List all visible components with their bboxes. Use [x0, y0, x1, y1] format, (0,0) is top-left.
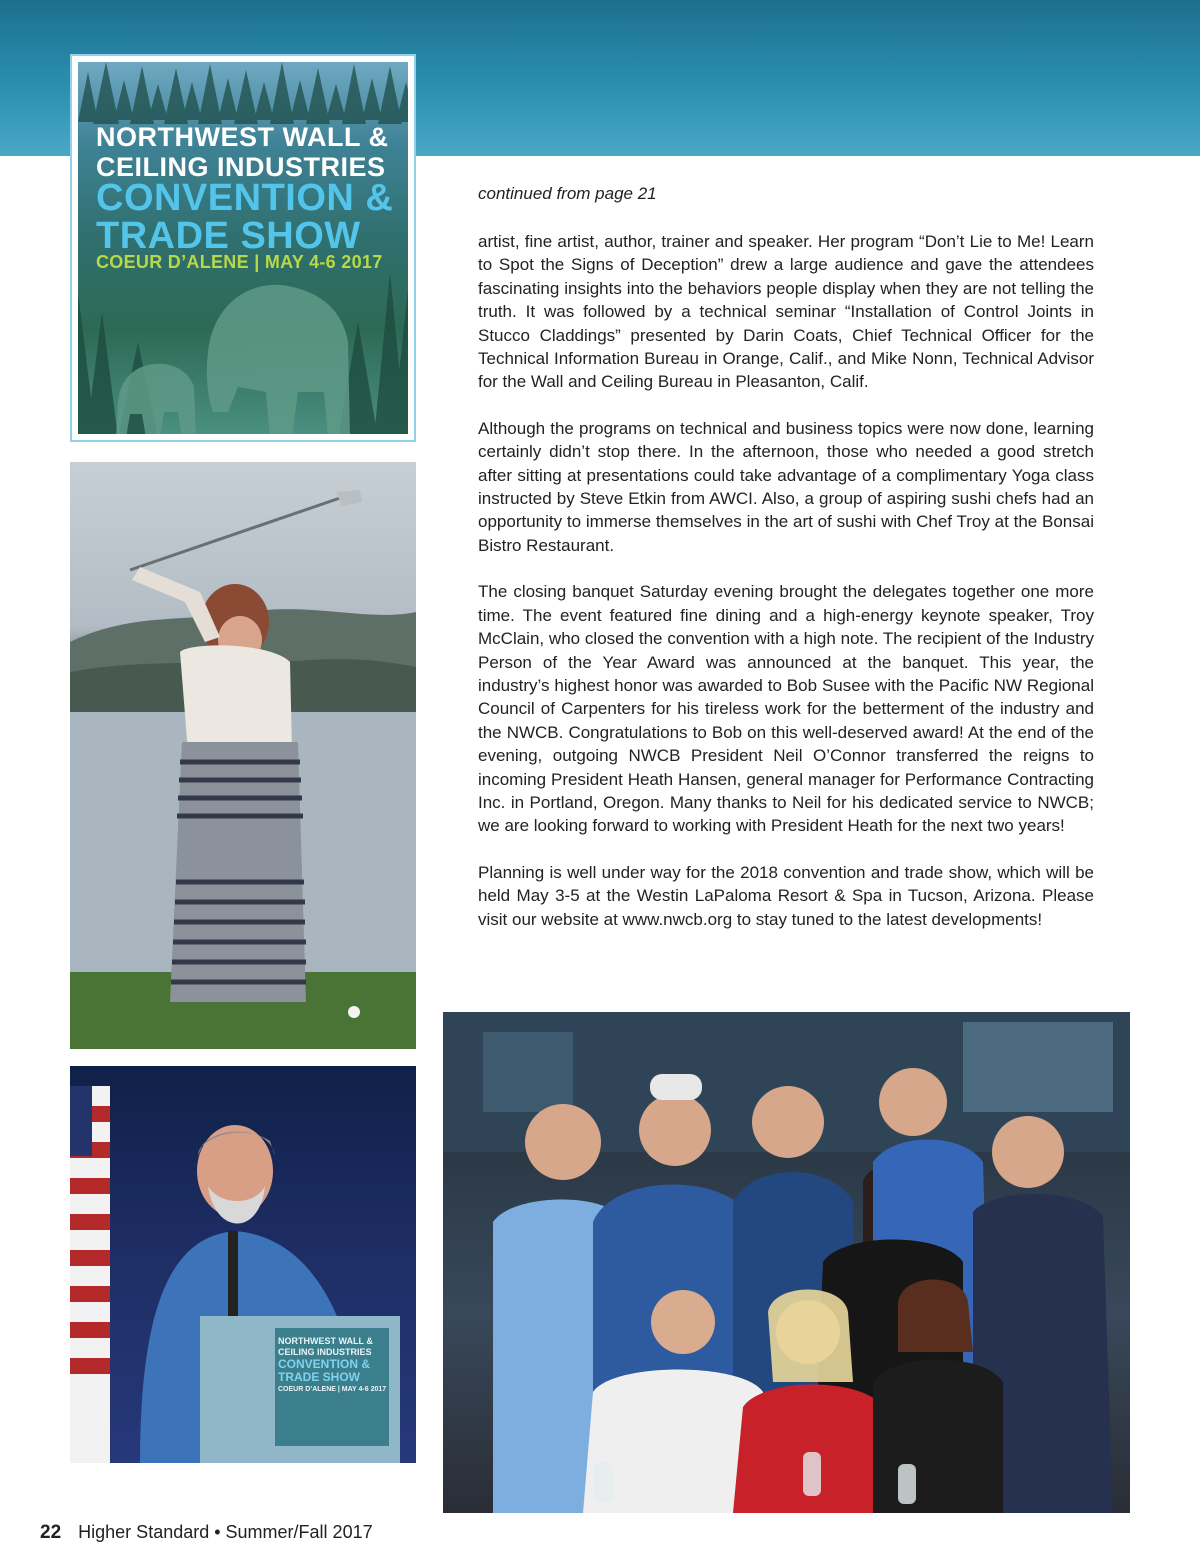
logo-artwork	[78, 62, 408, 434]
logo-title-line2: CONVENTION & TRADE SHOW	[96, 177, 394, 257]
publication-name: Higher Standard • Summer/Fall 2017	[78, 1522, 373, 1542]
speaker-photo	[70, 1066, 416, 1463]
page-number: 22	[40, 1522, 62, 1543]
golf-photo	[70, 462, 416, 1049]
group-photo	[443, 1012, 1130, 1513]
logo-location-date: COEUR D’ALENE | MAY 4-6 2017	[96, 252, 383, 272]
convention-logo	[70, 54, 416, 442]
article-paragraph: The closing banquet Saturday evening brought the delegates together one more time. The event featured fine dining and a high-energy keynote speaker, Troy McClain, who closed the convention with a high note. The recipient of the Industry Person of the Year Award was announced at the banquet. This year, the industry’s highest honor was awarded to Bob Susee with the Pacific NW Regional Council of Carpenters for his tireless work for the betterment of the industry and the NWCB. Congratulations to Bob on this well-deserved award! At the end of the evening, outgoing NWCB President Neil O’Connor transferred the reigns to incoming President Heath Hansen, general manager for Performance Contracting Inc. in Portland, Oregon. Many thanks to Neil for his dedicated service to NWCB; we are looking forward to working with President Heath for the next two years!	[478, 582, 1094, 836]
article-paragraph: Planning is well under way for the 2018 convention and trade show, which will be held May 3-5 at the Westin LaPaloma Resort & Spa in Tucson, Arizona. Please visit our website at www.nwcb.org to stay tuned to the latest developments!	[478, 862, 1094, 929]
article-paragraph: Although the programs on technical and business topics were now done, learning certainly didn’t stop there. In the afternoon, those who needed a good stretch after sitting at presentations could take advantage of a complimentary Yoga class instructed by Steve Etkin from AWCI. Also, a group of aspiring sushi chefs had an opportunity to immerse themselves in the art of sushi with Chef Troy at the Bonsai Bistro Restaurant.	[478, 418, 1094, 555]
article-paragraph: artist, fine artist, author, trainer and speaker. Her program “Don’t Lie to Me! Learn to Spot the Signs of Deception” drew a large audience and gave the attendees fascinating insights into the behaviors people display when they are not telling the truth. It was followed by a technical seminar “Installation of Control Joints in Stucco Claddings” presented by Darin Coats, Chief Technical Officer for the Technical Information Bureau in Orange, Calif., and Mike Nonn, Technical Advisor for the Wall and Ceiling Bureau in Pleasanton, Calif.	[478, 232, 1094, 392]
logo-title-line1: NORTHWEST WALL & CEILING INDUSTRIES	[96, 122, 389, 182]
article-body	[478, 230, 1094, 954]
podium-sign: NORTHWEST WALL & CEILING INDUSTRIES CONVENTION & TRADE SHOW COEUR D’ALENE | MAY 4-6 2017	[278, 1336, 387, 1393]
continued-note: continued from page 21	[478, 184, 657, 203]
page-footer	[40, 1522, 373, 1544]
